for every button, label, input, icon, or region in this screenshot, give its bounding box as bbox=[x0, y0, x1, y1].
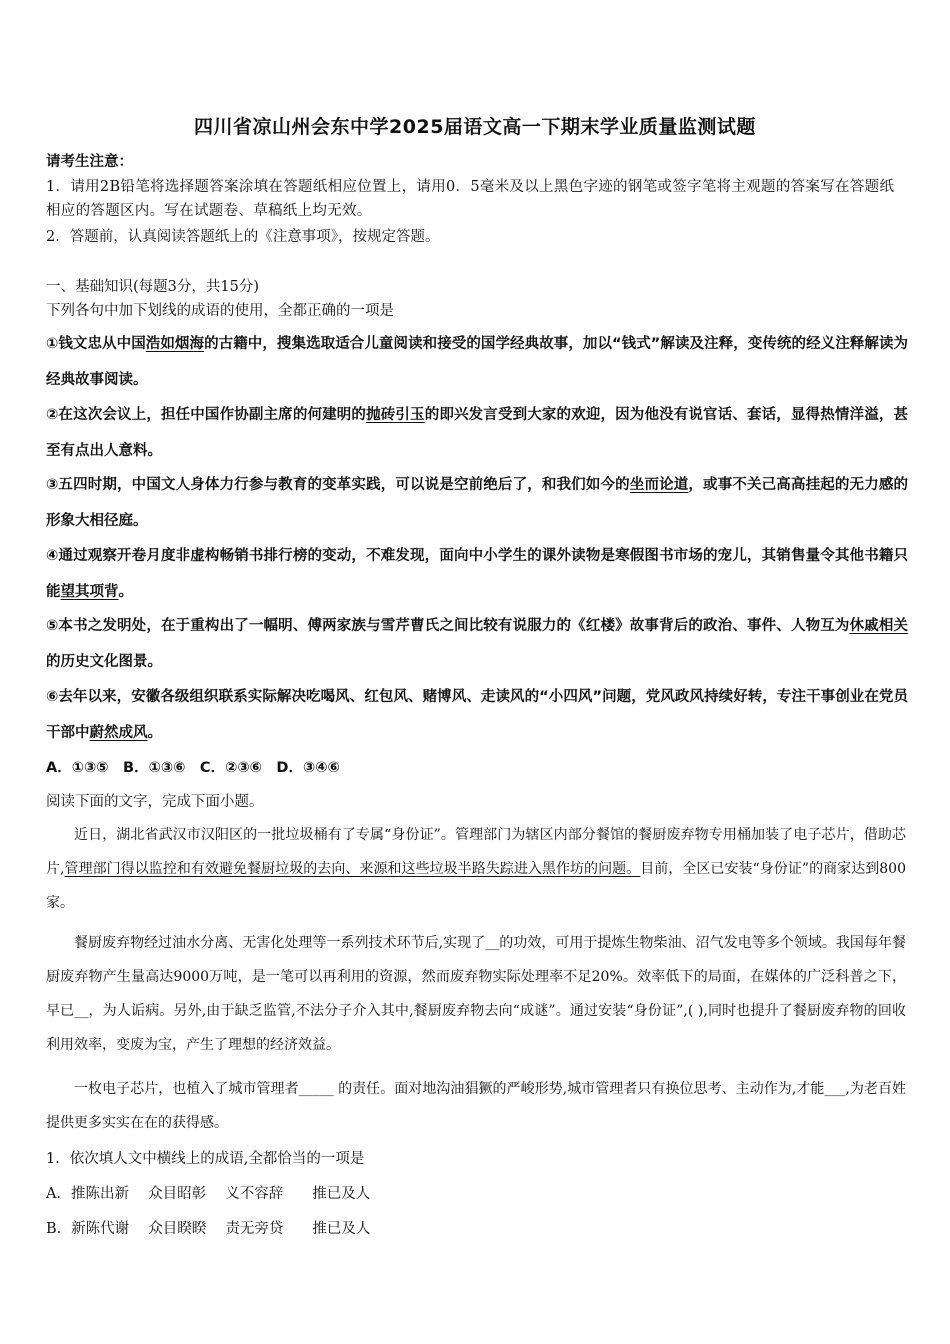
reading-intro: 阅读下面的文字，完成下面小题。 bbox=[46, 794, 264, 810]
sentence-1: ①钱文忠从中国浩如烟海的古籍中，搜集选取适合儿童阅读和接受的国学经典故事，加以“钱式”解读及注释，变传统的经义注释解读为经典故事阅读。 bbox=[46, 336, 909, 388]
question-1-option-b: B．新陈代谢 众目睽睽 责无旁贷 推已及人 bbox=[46, 1221, 371, 1237]
notice-item-2: 2．答题前，认真阅读答题纸上的《注意事项》，按规定答题。 bbox=[46, 229, 440, 245]
sentence-5: ⑤本书之发明处，在于重构出了一幅明、傅两家族与雪芹曹氏之间比较有说服力的《红楼》故事背后的政治、事件、人物互为休戚相关的历史文化图景。 bbox=[46, 618, 908, 670]
answer-options: A．①③⑤ B．①③⑥ C．②③⑥ D．③④⑥ bbox=[46, 760, 340, 776]
passage-paragraph-1: 近日，湖北省武汉市汉阳区的一批垃圾桶有了专属“身份证”。管理部门为辖区内部分餐馆的餐厨废弃物专用桶加装了电子芯片，借助芯片,管理部门得以监控和有效避免餐厨垃圾的去向、来源和这些垃圾半路失踪进入黑作坊的问题。目前，全区已安装“身份证”的商家达到800家。 bbox=[46, 827, 906, 911]
underlined-idiom: 蔚然成风 bbox=[89, 724, 148, 741]
sentence-3: ③五四时期，中国文人身体力行参与教育的变革实践，可以说是空前绝后了，和我们如今的坐而论道，或事不关己高高挂起的无力感的形象大相径庭。 bbox=[46, 477, 909, 529]
question-1-stem: 1．依次填人文中横线上的成语,全都恰当的一项是 bbox=[46, 1151, 365, 1167]
question-stem: 下列各句中加下划线的成语的使用，全都正确的一项是 bbox=[46, 303, 394, 319]
notice-item-1: 1．请用2B铅笔将选择题答案涂填在答题纸相应位置上，请用0．5毫米及以上黑色字迹的钢笔或签字笔将主观题的答案写在答题纸相应的答题区内。写在试题卷、草稿纸上均无效。 bbox=[46, 179, 895, 219]
page-title: 四川省凉山州会东中学2025届语文高一下期末学业质量监测试题 bbox=[194, 116, 756, 138]
passage-paragraph-2: 餐厨废弃物经过油水分离、无害化处理等一系列技术环节后,实现了__的功效，可用于提炼生物柴油、沼气发电等多个领域。我国每年餐厨废弃物产生量高达9000万吨，是一笔可以再利用的资源，然而废弃物实际处理率不足20%。效率低下的局面，在媒体的广泛科普之下，早已__，为人诟病。另外,由于缺乏监管,不法分子介入其中,餐厨废弃物去向“成谜”。通过安装“身份证”,( ),同时也提升了餐厨废弃物的回收利用效率，变废为宝，产生了理想的经济效益。 bbox=[46, 935, 906, 1053]
underlined-idiom: 浩如烟海 bbox=[145, 336, 205, 352]
underlined-idiom: 坐而论道 bbox=[629, 477, 689, 493]
question-1-option-a: A．推陈出新 众目昭彰 义不容辞 推已及人 bbox=[46, 1186, 371, 1202]
passage-paragraph-3: 一枚电子芯片，也植入了城市管理者_____ 的责任。面对地沟油猖獗的严峻形势,城市管理者只有换位思考、主动作为,才能___,为老百姓提供更多实实在在的获得感。 bbox=[46, 1081, 906, 1131]
notice-heading: 请考生注意： bbox=[46, 153, 133, 170]
underlined-sentence: 管理部门得以监控和有效避免餐厨垃圾的去向、来源和这些垃圾半路失踪进入黑作坊的问题。 bbox=[64, 861, 641, 877]
sentence-4: ④通过观察开卷月度非虚构畅销书排行榜的变动，不难发现，面向中小学生的课外读物是寒假图书市场的宠儿，其销售量令其他书籍只能望其项背。 bbox=[46, 548, 908, 600]
underlined-idiom: 望其项背 bbox=[60, 583, 119, 600]
section-heading: 一、基础知识(每题3分，共15分) bbox=[46, 279, 259, 295]
underlined-idiom: 休戚相关 bbox=[849, 618, 908, 634]
sentence-6: ⑥去年以来，安徽各级组织联系实际解决吃喝风、红包风、赌博风、走读风的“小四风”问题，党风政风持续好转，专注干事创业在党员干部中蔚然成风。 bbox=[46, 689, 908, 741]
sentence-2: ②在这次会议上，担任中国作协副主席的何建明的抛砖引玉的即兴发言受到大家的欢迎，因为他没有说官话、套话，显得热情洋溢，甚至有点出人意料。 bbox=[46, 407, 909, 459]
underlined-idiom: 抛砖引玉 bbox=[366, 407, 425, 423]
